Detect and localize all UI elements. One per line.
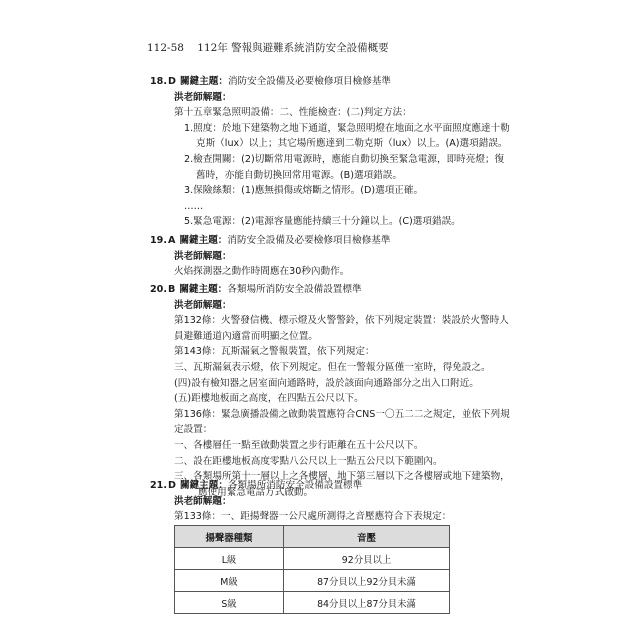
page-header — [147, 40, 389, 55]
teacher-label: 洪老師解題： — [174, 250, 232, 262]
key-topic: 消防安全設備及必要檢修項目檢修基準 — [227, 235, 391, 246]
key-topic-label: 關鍵主題： — [179, 235, 228, 246]
page-number: 112-58 — [147, 42, 184, 54]
question-head — [150, 282, 510, 298]
answer-line: 1.照度：於地下建築物之地下通道，緊急照明燈在地面之水平面照度應達十勒克斯（lux）以上；其它場所應達到二勒克斯（lux）以上。(A)選項錯誤。 — [184, 122, 510, 150]
table-row — [175, 570, 450, 592]
answer-letter: D — [168, 76, 176, 87]
teacher-label: 洪老師解題： — [174, 495, 232, 507]
question-number: 21. — [150, 480, 167, 491]
answer-line: 火焰探測器之動作時間應在30秒內動作。 — [174, 266, 350, 278]
table-row — [175, 548, 450, 570]
answer-line: 二、設在距樓地板高度零點八公尺以上一點五公尺以下範圍內。 — [174, 455, 443, 467]
key-topic: 各類場所消防安全設備設置標準 — [227, 284, 362, 295]
question-head — [150, 233, 510, 249]
question-head — [150, 478, 510, 494]
answer-line: 5.緊急電源：(2)電源容量應能持續三十分鐘以上。(C)選項錯誤。 — [184, 216, 461, 228]
answer-line: 3.保險絲類：(1)應無損傷或熔斷之情形。(D)選項正確。 — [184, 185, 424, 197]
question-21 — [150, 478, 510, 525]
table-cell: L級 — [175, 548, 284, 570]
table-row — [175, 592, 450, 614]
answer-line: (五)距樓地板面之高度，在四點五公尺以下。 — [174, 393, 364, 405]
question-18 — [150, 74, 510, 230]
table-cell: 87分貝以上92分貝未滿 — [284, 570, 450, 592]
key-topic-label: 關鍵主題： — [179, 480, 228, 491]
column-header: 音壓 — [284, 526, 450, 548]
table-cell: S級 — [175, 592, 284, 614]
question-20 — [150, 282, 510, 500]
table-cell: 92分貝以上 — [284, 548, 450, 570]
answer-line: 第143條：瓦斯漏氣之警報裝置，依下列規定： — [174, 346, 375, 358]
key-topic-label: 關鍵主題： — [179, 76, 228, 87]
answer-line: 第132條：火警發信機、標示燈及火警警鈴，依下列規定裝置：裝設於火警時人員避難通道內適當而明顯之位置。 — [174, 315, 509, 342]
key-topic: 消防安全設備及必要檢修項目檢修基準 — [227, 76, 392, 87]
table-header-row — [175, 526, 450, 548]
table-cell: M級 — [175, 570, 284, 592]
question-head — [150, 74, 510, 90]
header-title: 112年 警報與避難系統消防安全設備概要 — [197, 42, 389, 54]
answer-line: 第136條：緊急廣播設備之啟動裝置應符合CNS一〇五二二之規定，並依下列規定設置： — [174, 408, 510, 436]
key-topic: 各類場所消防安全設備設置標準 — [227, 480, 363, 491]
answer-line: 第133條：一、距揚聲器一公尺處所測得之音壓應符合下表規定： — [174, 511, 452, 523]
sound-pressure-table — [174, 525, 450, 614]
answer-line: (四)設有檢知器之居室面向通路時，設於該面向通路部分之出入口附近。 — [174, 377, 479, 389]
answer-line: 一、各樓層任一點至啟動裝置之步行距離在五十公尺以下。 — [174, 439, 424, 451]
answer-line: 2.檢查開關：(2)切斷常用電源時，應能自動切換至緊急電源，即時亮燈；復舊時，亦能自動切換回常用電源。(B)選項錯誤。 — [184, 153, 505, 181]
teacher-label: 洪老師解題： — [174, 91, 232, 103]
question-number: 19. — [150, 235, 167, 246]
question-number: 20. — [150, 284, 167, 295]
teacher-label: 洪老師解題： — [174, 299, 232, 311]
answer-letter: B — [168, 284, 176, 295]
answer-line: 三、各類場所第十一層以上之各樓層、地下第三層以下之各樓層或地下建築物，應使用緊急電話方式啟動。 — [174, 471, 510, 498]
answer-letter: A — [168, 235, 176, 246]
question-19 — [150, 233, 510, 280]
key-topic-label: 關鍵主題： — [179, 284, 228, 295]
answer-line: 三、瓦斯漏氣表示燈，依下列規定。但在一警報分區僅一室時，得免設之。 — [174, 361, 491, 373]
answer-line: 第十五章緊急照明設備：二、性能檢查：(二)判定方法： — [174, 107, 412, 119]
column-header: 揚聲器種類 — [175, 526, 284, 548]
answer-letter: D — [168, 480, 176, 491]
answer-line: …… — [184, 200, 204, 212]
question-number: 18. — [150, 76, 167, 87]
table-cell: 84分貝以上87分貝未滿 — [284, 592, 450, 614]
